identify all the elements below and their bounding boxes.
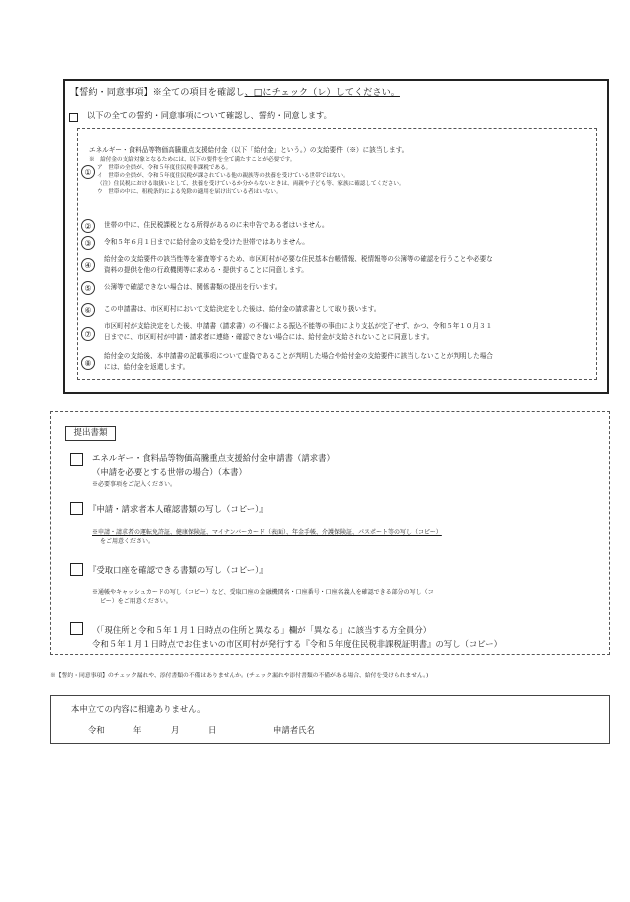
consent-item-5: 公簿等で確認できない場合は、関係書類の提出を行います。 <box>104 283 282 291</box>
doc-checkbox-application[interactable] <box>70 453 83 466</box>
date-era: 令和 <box>88 725 105 735</box>
doc-checkbox-bank[interactable] <box>70 563 83 576</box>
item1-note: （注）住民税における取扱いとして、扶養を受けているか分からないときは、両親や子ども等、家族に確認してください。 <box>97 181 405 187</box>
item-number: ④ <box>81 258 95 272</box>
doc-id-note: ※申請・請求者の運転免許証、健康保険証、マイナンバーカード（表面）、年金手帳、介護保険証、パスポート等の写し（コピー） <box>92 529 442 536</box>
consent-item-4: 給付金の支給要件の該当性等を審査等するため、市区町村が必要な住民基本台帳情報、税情報等の公簿等の確認を行うことや必要な <box>104 255 493 263</box>
item1-note: ※ 給付金の支給対象となるためには、以下の要件を全て満たすことが必要です。 <box>89 157 296 163</box>
item-number: ② <box>81 219 95 233</box>
consent-item-7: 市区町村が支給決定をした後、申請書（請求書）の不備による振込不能等の事由により支払が完了せず、かつ、令和５年１０月３１ <box>104 322 493 330</box>
doc-application-note: ※必要事項をご記入ください。 <box>92 481 177 488</box>
doc-checkbox-id[interactable] <box>70 502 83 515</box>
agree-all-checkbox[interactable] <box>69 113 78 122</box>
date-month[interactable]: 月 <box>171 725 180 735</box>
consent-item-1: エネルギー・食料品等物価高騰重点支援給付金（以下「給付金」という。）の支給要件（※）に該当します。 <box>89 146 409 154</box>
consent-header-text: 【誓約・同意事項】※全ての項目を確認し <box>70 87 245 98</box>
item-number: ⑧ <box>81 356 95 370</box>
item1-note: イ 世帯の全員が、令和５年度住民税が課されている他の親族等の扶養を受けている世帯ではない。 <box>97 173 349 179</box>
doc-application-sub: （申請を必要とする世帯の場合）（本書） <box>92 467 247 477</box>
doc-id-note2: をご用意ください。 <box>100 538 155 545</box>
consent-item-8b: には、給付金を返還します。 <box>104 363 190 371</box>
consent-item-6: この申請書は、市区町村において支給決定をした後は、給付金の請求書として取り扱います。 <box>104 305 381 313</box>
item-number: ① <box>81 165 95 179</box>
doc-application-label: エネルギー・食料品等物価高騰重点支援給付金申請書（請求書） <box>92 453 335 463</box>
applicant-name-label[interactable]: 申請者氏名 <box>273 725 315 735</box>
item-number: ⑦ <box>81 327 95 341</box>
consent-header-instruction: 、□にチェック（レ）してください。 <box>244 87 400 98</box>
doc-bank-label: 『受取口座を確認できる書類の写し（コピー）』 <box>88 565 268 575</box>
consent-item-3: 令和５年６月１日までに給付金の支給を受けた世帯ではありません。 <box>104 238 309 246</box>
date-day[interactable]: 日 <box>208 725 217 735</box>
documents-title: 提出書類 <box>65 426 116 441</box>
consent-item-4b: 資料の提供を他の行政機関等に求める・提供することに同意します。 <box>104 266 308 274</box>
consent-item-8: 給付金の支給後、本申請書の記載事項について虚偽であることが判明した場合や給付金の支給要件に該当しないことが判明した場合 <box>104 352 493 360</box>
doc-id-label: 『申請・請求者本人確認書類の写し（コピー）』 <box>88 504 268 514</box>
consent-item-7b: 日までに、市区町村が申請・請求者に連絡・確認できない場合には、給付金が支給されないことに同意します。 <box>104 333 434 341</box>
item1-note: ウ 世帯の中に、租税条約による免除の適用を届け出ている者はいない。 <box>97 189 282 195</box>
item-number: ⑥ <box>81 303 95 317</box>
item1-note: ア 世帯の全員が、令和５年度住民税非課税である。 <box>97 165 232 171</box>
consent-item-2: 世帯の中に、住民税課税となる所得があるのに未申告である者はいません。 <box>104 221 329 229</box>
doc-bank-note2: ピー）をご用意ください。 <box>100 598 172 605</box>
doc-tax-label: （「現住所と令和５年１月１日時点の住所と異なる」欄が「異なる」に該当する方全員分） <box>92 625 432 635</box>
item-number: ⑤ <box>81 281 95 295</box>
bottom-note: ※【誓約・同意事項】のチェック漏れや、添付書類の不備はありませんか。(チェック漏れや添付書類の不備がある場合、給付を受けられません。) <box>50 673 429 679</box>
agree-all-label: 以下の全ての誓約・同意事項について確認し、誓約・同意します。 <box>87 110 332 120</box>
doc-checkbox-tax[interactable] <box>70 622 83 635</box>
doc-bank-note: ※通帳やキャッシュカードの写し（コピー）など、受取口座の金融機関名・口座番号・口座名義人を確認できる部分の写し（コ <box>92 589 434 596</box>
consent-header <box>70 84 400 98</box>
confirmation-text: 本申立ての内容に相違ありません。 <box>71 704 206 714</box>
doc-tax-sub: 令和５年１月１日時点でお住まいの市区町村が発行する『令和５年度住民税非課税証明書』の写し（コピー） <box>92 639 503 649</box>
item-number: ③ <box>81 236 95 250</box>
date-year[interactable]: 年 <box>133 725 142 735</box>
